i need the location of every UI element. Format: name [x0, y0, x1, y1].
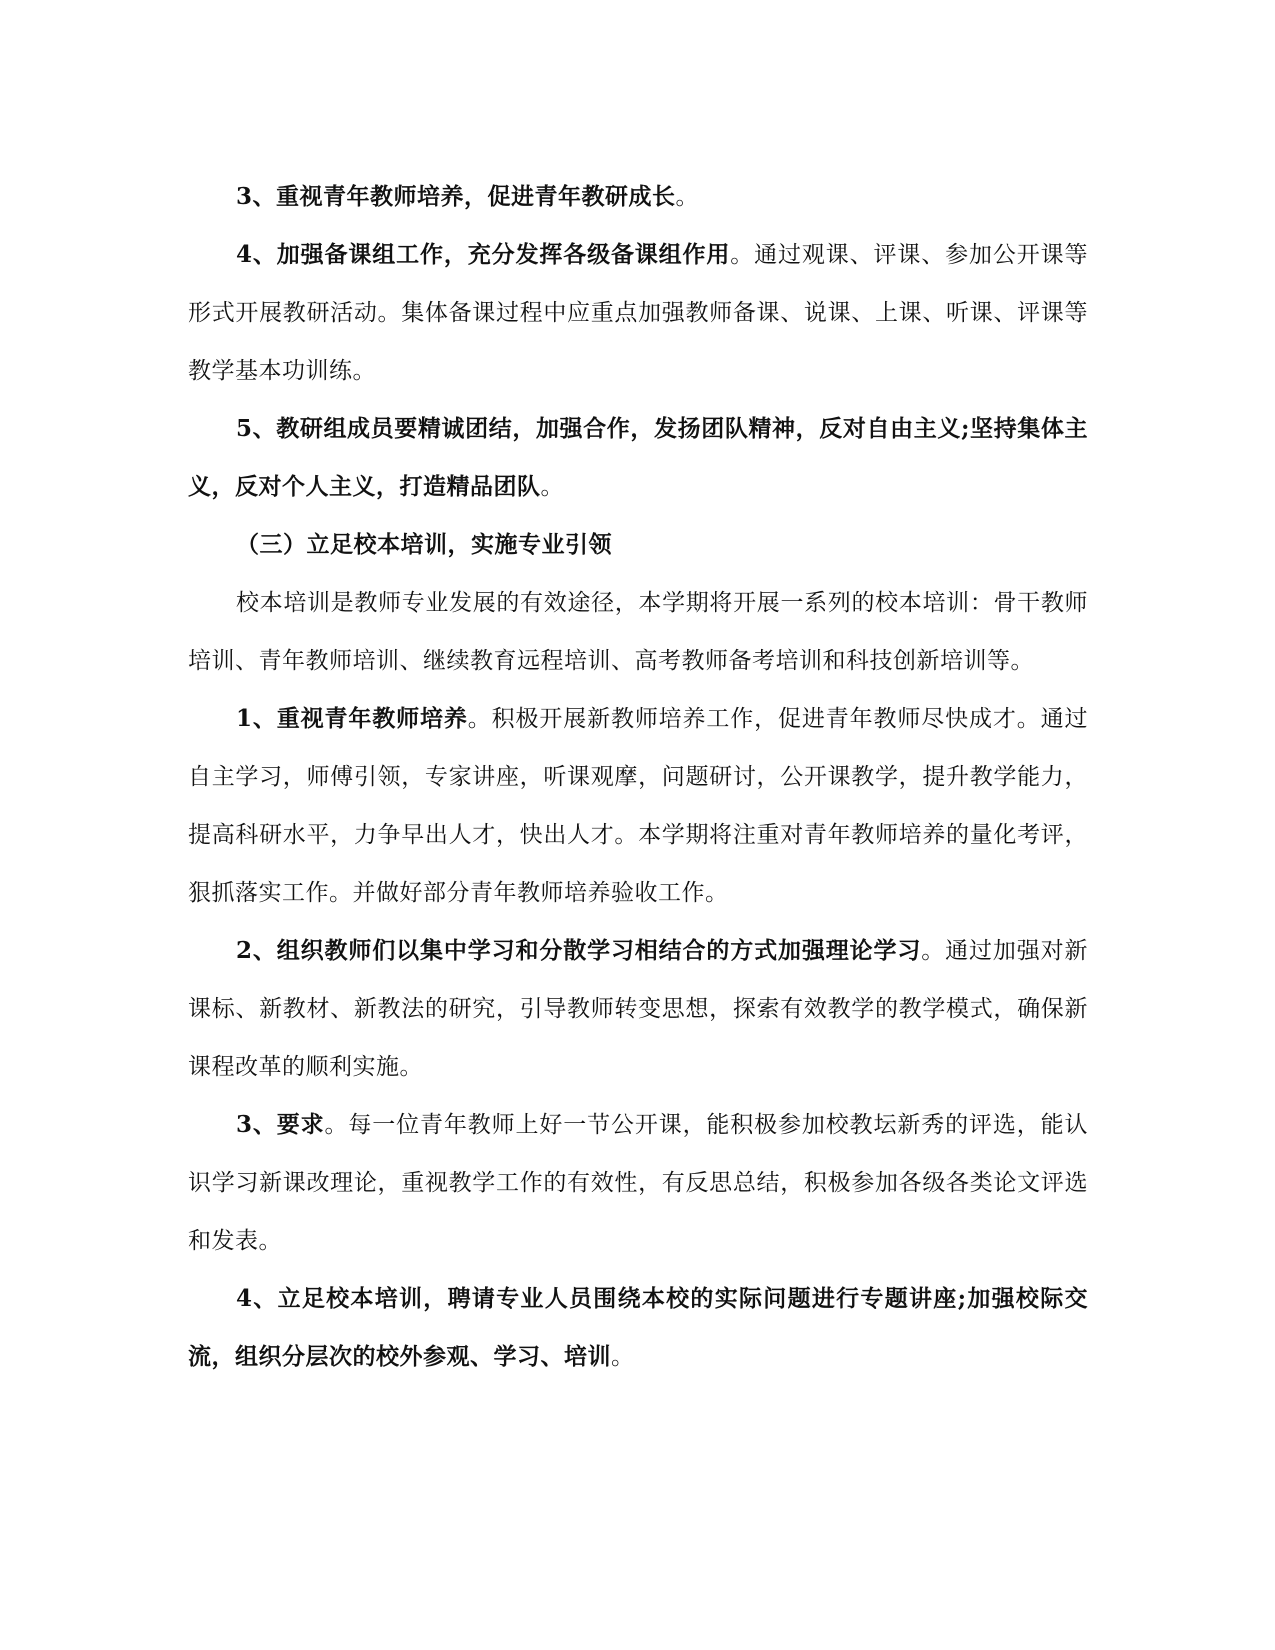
paragraph-school-training-intro	[188, 574, 1088, 690]
section-heading	[188, 516, 1088, 574]
paragraph-text: 。通过加强对新课标、新教材、新教法的研究，引导教师转变思想，探索有效教学的教学模式，确保新课程改革的顺利实施。	[188, 938, 1088, 1080]
paragraph-text: 。	[675, 184, 700, 210]
paragraph-2-theory-study	[188, 922, 1088, 1096]
paragraph-text: 。通过观课、评课、参加公开课等形式开展教研活动。集体备课过程中应重点加强教师备课、说课、上课、听课、评课等教学基本功训练。	[188, 242, 1088, 384]
paragraph-lead: 5、教研组成员要精诚团结，加强合作，发扬团队精神，反对自由主义;坚持集体主义，反对个人主义，打造精品团队	[188, 415, 1088, 500]
paragraph-text: 。	[540, 474, 564, 500]
paragraph-text: 。积极开展新教师培养工作，促进青年教师尽快成才。通过自主学习，师傅引领，专家讲座，听课观摩，问题研讨，公开课教学，提升教学能力，提高科研水平，力争早出人才，快出人才。本学期将注重对青年教师培养的量化考评，狠抓落实工作。并做好部分青年教师培养验收工作。	[188, 706, 1088, 906]
paragraph-lead: 4、立足校本培训，聘请专业人员围绕本校的实际问题进行专题讲座;加强校际交流，组织分层次的校外参观、学习、培训	[188, 1285, 1088, 1370]
paragraph-text: 校本培训是教师专业发展的有效途径，本学期将开展一系列的校本培训：骨干教师培训、青年教师培训、继续教育远程培训、高考教师备考培训和科技创新培训等。	[188, 590, 1088, 674]
paragraph-1-young-teachers	[188, 690, 1088, 922]
paragraph-4-school-training	[188, 1270, 1088, 1386]
document-body	[188, 168, 1088, 1386]
paragraph-lead: 2、组织教师们以集中学习和分散学习相结合的方式加强理论学习	[236, 937, 922, 964]
paragraph-text: 。每一位青年教师上好一节公开课，能积极参加校教坛新秀的评选，能认识学习新课改理论，重视教学工作的有效性，有反思总结，积极参加各级各类论文评选和发表。	[188, 1112, 1089, 1254]
paragraph-lead: 1、重视青年教师培养	[236, 705, 468, 732]
paragraph-lead: 3、重视青年教师培养，促进青年教研成长	[236, 183, 676, 210]
paragraph-4-lesson-groups	[188, 226, 1088, 400]
section-heading-text: （三）立足校本培训，实施专业引领	[236, 531, 612, 558]
paragraph-3-requirements	[188, 1096, 1088, 1270]
paragraph-lead: 4、加强备课组工作，充分发挥各级备课组作用	[236, 241, 731, 268]
paragraph-3-young-teachers	[188, 168, 1088, 226]
paragraph-5-teamwork	[188, 400, 1088, 516]
paragraph-lead: 3、要求	[236, 1111, 325, 1138]
paragraph-text: 。	[611, 1344, 635, 1370]
